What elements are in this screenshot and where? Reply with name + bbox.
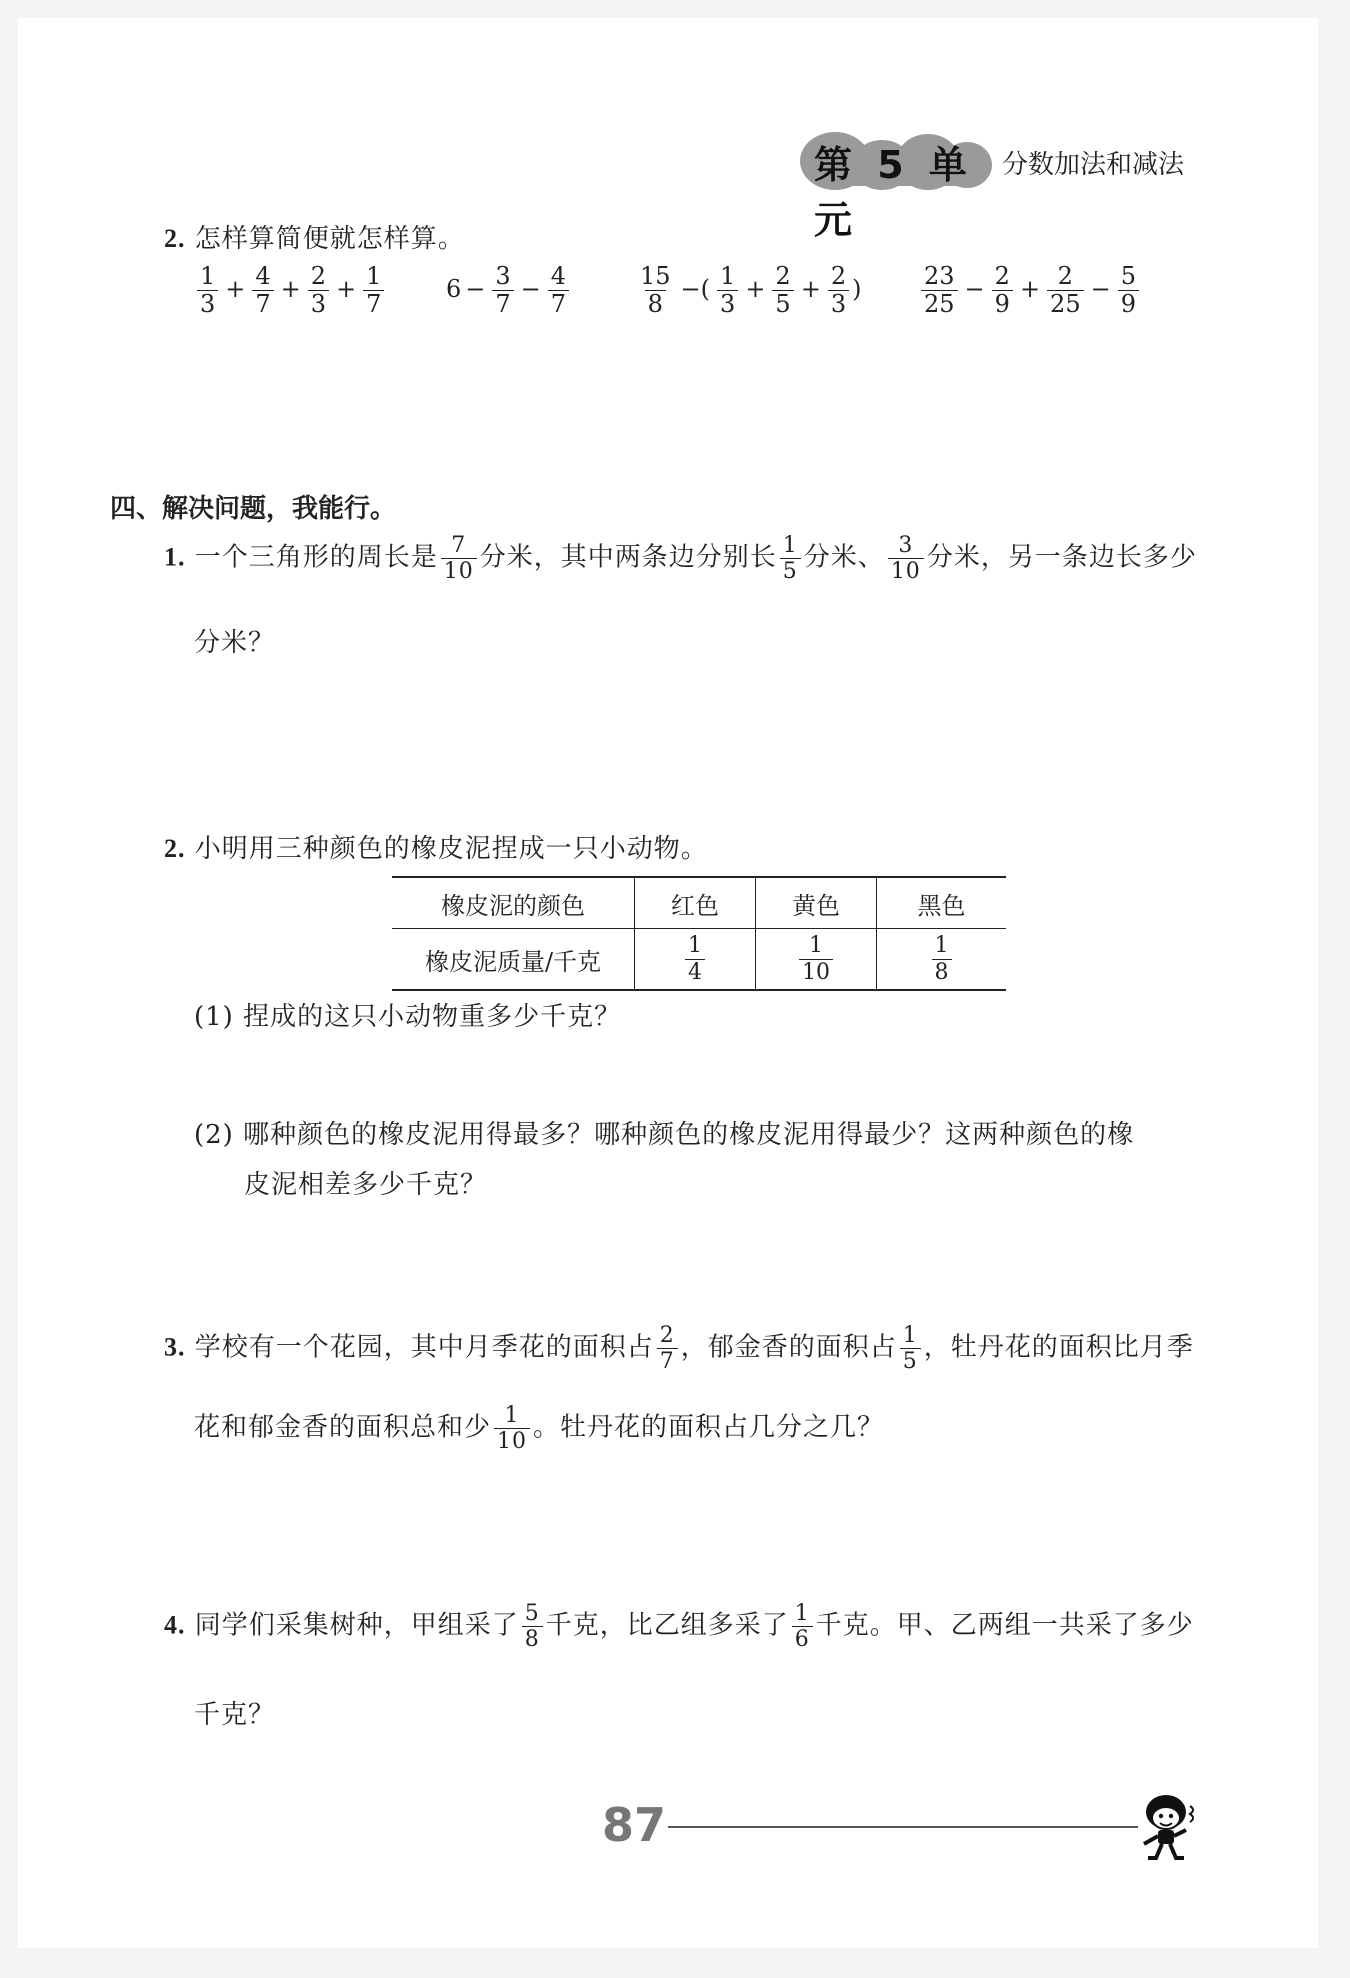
unit-title: 第 5 单元 <box>814 143 973 242</box>
section-title: 四、解决问题，我能行。 <box>110 494 397 524</box>
problem-4-line2: 千克？ <box>194 1700 276 1730</box>
unit-badge <box>800 126 1000 242</box>
problem-3-line1: 3. 学校有一个花园，其中月季花的面积占 $\frac{2}{7}$ ，郁金香的面积占 $\frac{1}{5}$ ，牡丹花的面积比月季 <box>164 1323 1194 1375</box>
expression-1: $\frac{1}{3}$ + $\frac{4}{7}$ + $\frac{2}{3}$ + $\frac{1}{7}$ <box>194 264 387 317</box>
problem-2-text: 2. 小明用三种颜色的橡皮泥捏成一只小动物。 <box>164 834 708 864</box>
table-cell-red: $\frac{1}{4}$ <box>635 929 756 991</box>
workbook-page <box>18 18 1318 1948</box>
problem-3-line2: 花和郁金香的面积总和少 $\frac{1}{10}$ 。牡丹花的面积占几分之几？ <box>194 1403 885 1455</box>
footer-rule <box>668 1826 1138 1828</box>
problem-2-sub1: (1) 捏成的这只小动物重多少千克？ <box>194 1002 622 1032</box>
mascot-icon <box>1128 1786 1208 1866</box>
page-number: 87 <box>602 1798 667 1852</box>
expression-3: $\frac{15}{8}$ −( $\frac{1}{3}$ + $\frac{2}{5}$ + $\frac{2}{3}$ ) <box>640 262 862 319</box>
problem-2-sub2-line2: 皮泥相差多少千克？ <box>244 1170 488 1200</box>
problem-1-number: 1. <box>164 542 186 572</box>
table-header-cell: 红色 <box>635 877 756 929</box>
table-cell-yellow: $\frac{1}{10}$ <box>756 929 877 991</box>
problem-1-line2: 分米？ <box>194 628 276 658</box>
expression-2: 6 − $\frac{3}{7}$ − $\frac{4}{7}$ <box>446 264 572 317</box>
table-header-cell: 黄色 <box>756 877 877 929</box>
table-header-cell: 橡皮泥的颜色 <box>392 877 635 929</box>
problem-3-number: 3. <box>164 1332 186 1362</box>
q2-prompt-text: 怎样算简便就怎样算。 <box>194 224 465 254</box>
clay-mass-table <box>392 876 1006 991</box>
q2-number: 2. <box>164 224 186 253</box>
unit-subtitle: 分数加法和减法 <box>1002 150 1185 180</box>
q2-prompt <box>164 218 465 255</box>
table-row-label: 橡皮泥质量/千克 <box>424 947 602 976</box>
problem-4-line1: 4. 同学们采集树种，甲组采了 $\frac{5}{8}$ 千克，比乙组多采了 $\frac{1}{6}$ 千克。甲、乙两组一共采了多少 <box>164 1601 1194 1653</box>
problem-4-number: 4. <box>164 1610 186 1640</box>
problem-2-sub2-line1: (2) 哪种颜色的橡皮泥用得最多？哪种颜色的橡皮泥用得最少？这两种颜色的橡 <box>194 1120 1135 1150</box>
table-cell-black: $\frac{1}{8}$ <box>877 929 1007 991</box>
problem-2-number: 2. <box>164 834 186 863</box>
problem-1-line1: 1. 一个三角形的周长是 $\frac{7}{10}$ 分米，其中两条边分别长 $\frac{1}{5}$ 分米、 $\frac{3}{10}$ 分米，另一条边长多少 <box>164 533 1197 585</box>
expression-4: $\frac{23}{25}$ − $\frac{2}{9}$ + $\frac{2}{25}$ − $\frac{5}{9}$ <box>918 264 1142 317</box>
table-header-cell: 黑色 <box>877 877 1007 929</box>
